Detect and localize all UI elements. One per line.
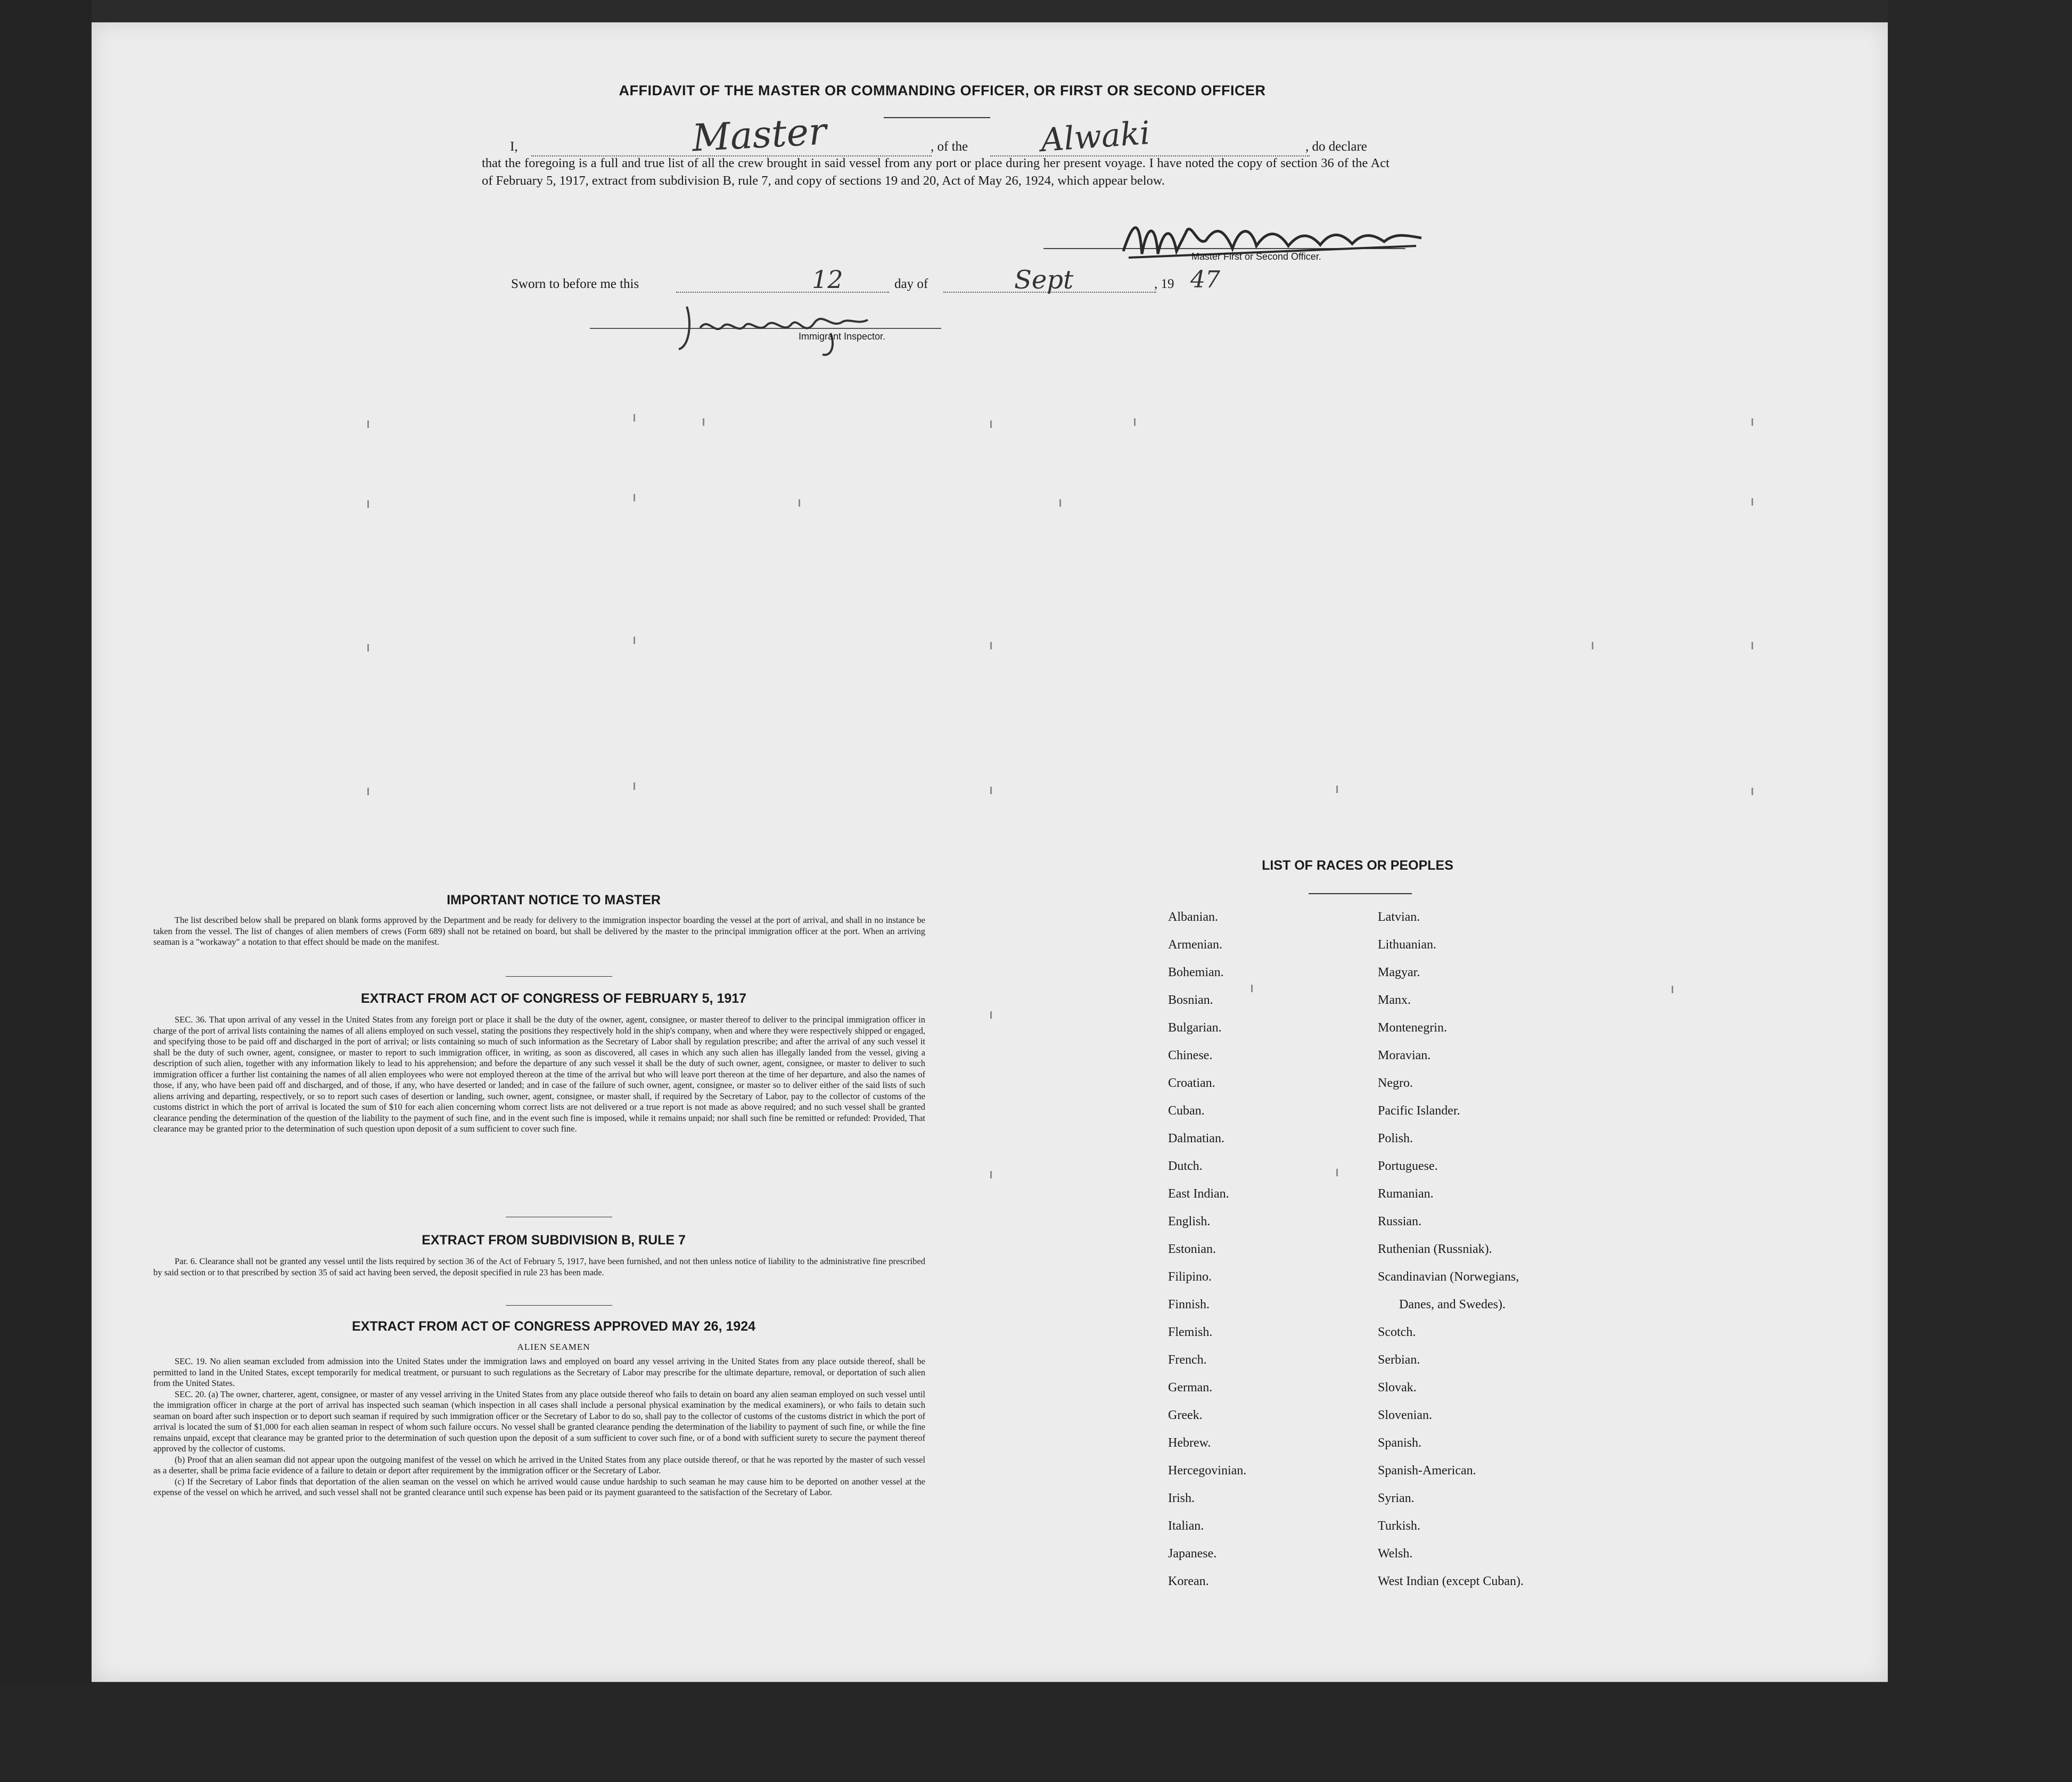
grid-tick	[367, 788, 369, 795]
race-item: Bulgarian.	[1168, 1021, 1222, 1035]
scanner-frame-bottom	[0, 1683, 2072, 1782]
extract-1924-body	[153, 1356, 925, 1498]
race-item: Moravian.	[1378, 1049, 1431, 1062]
race-item: Negro.	[1378, 1076, 1413, 1090]
race-item: Russian.	[1378, 1215, 1422, 1228]
section-rule	[506, 1305, 612, 1306]
grid-tick	[990, 787, 992, 794]
race-item: Armenian.	[1168, 938, 1222, 952]
race-item: French.	[1168, 1353, 1207, 1367]
race-item: Albanian.	[1168, 910, 1218, 924]
day-of-label: day of	[894, 277, 928, 291]
affidavit-title: AFFIDAVIT OF THE MASTER OR COMMANDING OFFICER, OR FIRST OR SECOND OFFICER	[619, 82, 1266, 98]
grid-tick	[1134, 418, 1136, 426]
race-item: Chinese.	[1168, 1049, 1213, 1062]
notice-body	[153, 915, 925, 948]
extract-1924-title: EXTRACT FROM ACT OF CONGRESS APPROVED MAY 26, 1924	[351, 1319, 756, 1334]
race-item: Bohemian.	[1168, 966, 1224, 979]
race-item: Spanish-American.	[1378, 1464, 1476, 1478]
race-item: Manx.	[1378, 993, 1411, 1007]
race-item: Pacific Islander.	[1378, 1104, 1460, 1118]
race-item: Korean.	[1168, 1574, 1209, 1588]
race-item: Flemish.	[1168, 1325, 1213, 1339]
grid-tick	[1672, 986, 1673, 993]
race-item: Bosnian.	[1168, 993, 1213, 1007]
race-item: Montenegrin.	[1378, 1021, 1447, 1035]
sec19-paragraph: SEC. 19. No alien seaman excluded from admission into the United States under the immigration laws and employed on board any vessel arriving in the United States from any place outside thereof, shall be permitted to land in the United States, except temporarily for medical treatment, or pursuant to such regulations as the Secretary of Labor may prescribe for the ultimate departure, removal, or deportation of such alien from the United States.	[153, 1356, 925, 1388]
inspector-label: Immigrant Inspector.	[799, 331, 886, 342]
grid-tick	[1752, 642, 1753, 649]
race-item: Lithuanian.	[1378, 938, 1436, 952]
extract-1917-body	[153, 1014, 925, 1135]
scanner-frame-left	[0, 0, 92, 1782]
race-item: Serbian.	[1378, 1353, 1420, 1367]
affidavit-of-the-label: , of the	[931, 139, 968, 154]
race-item: Greek.	[1168, 1408, 1203, 1422]
subdivision-b-body	[153, 1256, 925, 1278]
grid-tick	[1752, 788, 1753, 795]
race-item: Filipino.	[1168, 1270, 1212, 1284]
sec20b-paragraph: (b) Proof that an alien seaman did not appear upon the outgoing manifest of the vessel on which he arrived in the United States from any place outside thereof, or that he was reported by the master of such vessel as a deserter, shall be prima facie evidence of a failure to detain or deport after requirement by the immigration officer or the Secretary of Labor.	[153, 1454, 925, 1475]
sec20c-paragraph: (c) If the Secretary of Labor finds that deportation of the alien seaman on the vessel on which he arrived would cause undue hardship to such seaman he may cause him to be deported on another vessel at the expense of the vessel on which he arrived, and such vessel shall not be granted clearance until such expense has been paid or its payment guaranteed to the satisfaction of the Secretary of Labor.	[153, 1476, 925, 1497]
races-rule	[1309, 893, 1412, 894]
inspector-signature	[671, 296, 894, 360]
race-item: Dutch.	[1168, 1159, 1203, 1173]
race-item: West Indian (except Cuban).	[1378, 1574, 1524, 1588]
day-blank-line	[676, 292, 889, 293]
race-item: Welsh.	[1378, 1547, 1413, 1561]
grid-tick	[634, 637, 635, 644]
scanner-frame-right	[1888, 0, 2072, 1782]
sworn-label: Sworn to before me this	[511, 277, 639, 291]
affidavit-i-label: I,	[510, 139, 518, 154]
races-title: LIST OF RACES OR PEOPLES	[1262, 858, 1453, 873]
filled-vessel: Alwaki	[1039, 114, 1152, 160]
race-item: Latvian.	[1378, 910, 1420, 924]
race-item: Croatian.	[1168, 1076, 1215, 1090]
year-prefix-label: , 19	[1154, 277, 1174, 291]
filled-rank: Master	[691, 109, 828, 160]
grid-tick	[367, 500, 369, 508]
sec20a-paragraph: SEC. 20. (a) The owner, charterer, agent, consignee, or master of any vessel arriving in the United States from any place outside thereof who fails to detain on board any alien seaman employed on such vessel until the immigration officer in charge at the port of arrival has inspected such seaman (which inspection in all cases shall include a personal physical examination by the medical examiners), or who fails to detain such seaman on board after such inspection or to deport such seaman if required by such immigration officer or the Secretary of Labor to do so, shall pay to the collector of customs of the customs district in which the port of arrival is located the sum of $1,000 for each alien seaman in respect of whom such failure occurs. No vessel shall be granted clearance pending the determination of the liability to payment of such fine, or while the fine remains unpaid, except that clearance may be granted prior to the determination of such question upon the deposit of a sum sufficient to cover such fine, or of a bond with sufficient surety to secure the payment thereof approved by the collector of customs.	[153, 1389, 925, 1454]
race-item: Rumanian.	[1378, 1187, 1434, 1201]
grid-tick	[1752, 418, 1753, 426]
grid-tick	[990, 420, 992, 428]
race-item: Hebrew.	[1168, 1436, 1211, 1450]
grid-tick	[1592, 642, 1593, 649]
race-item: Ruthenian (Russniak).	[1378, 1242, 1492, 1256]
filled-month: Sept	[1014, 265, 1074, 295]
grid-tick	[990, 642, 992, 649]
notice-title: IMPORTANT NOTICE TO MASTER	[447, 893, 661, 908]
race-item: German.	[1168, 1381, 1213, 1395]
race-item: Syrian.	[1378, 1491, 1415, 1505]
grid-tick	[1059, 499, 1061, 507]
race-item: Estonian.	[1168, 1242, 1216, 1256]
grid-tick	[703, 418, 704, 426]
grid-tick	[1336, 1169, 1338, 1176]
race-item: Magyar.	[1378, 966, 1420, 979]
race-item: Italian.	[1168, 1519, 1204, 1533]
grid-tick	[367, 420, 369, 428]
race-item: Scandinavian (Norwegians,	[1378, 1270, 1519, 1284]
race-item: Scotch.	[1378, 1325, 1416, 1339]
grid-tick	[634, 414, 635, 422]
title-rule	[884, 117, 990, 118]
race-item: Slovenian.	[1378, 1408, 1432, 1422]
par6-paragraph: Par. 6. Clearance shall not be granted any vessel until the lists required by section 36 of the Act of February 5, 1917, have been furnished, and not then unless notice of liability to the administrative fine prescribed by said section or to that prescribed by section 35 of said act having been served, the deposit specified in rule 23 has been made.	[153, 1256, 925, 1277]
grid-tick	[634, 494, 635, 501]
grid-tick	[990, 1011, 992, 1019]
race-item: East Indian.	[1168, 1187, 1229, 1201]
race-item: Danes, and Swedes).	[1399, 1298, 1506, 1311]
race-item: Japanese.	[1168, 1547, 1217, 1561]
race-item: Hercegovinian.	[1168, 1464, 1247, 1478]
notice-paragraph: The list described below shall be prepared on blank forms approved by the Department and be ready for delivery to the immigration inspector boarding the vessel at the port of arrival, and shall in no instance be taken from the vessel. The list of changes of alien members of crews (Form 689) shall not be retained on board, but shall be delivered by the master to the principal immigration officer at the port. When an arriving seaman is a "workaway" a notation to that effect should be made on the manifest.	[153, 915, 925, 947]
grid-tick	[1752, 498, 1753, 506]
sec36-paragraph: SEC. 36. That upon arrival of any vessel in the United States from any foreign port or place it shall be the duty of the owner, agent, consignee, or master thereof to deliver to the principal immigration officer in charge of the port of arrival lists containing the names of all aliens employed on such vessel, stating the positions they respectively hold in the ship's company, when and where they were respectively shipped or engaged, and specifying those to be paid off and discharged in the port of arrival; or lists containing so much of such information as the Secretary of Labor shall by regulation prescribe; and after the arrival of any such vessel it shall be the duty of such owner, agent, consignee, or master to report to such immigration officer, in writing, as soon as discovered, all cases in which any such alien has illegally landed from the vessel, giving a description of such alien, together with any information likely to lead to his apprehension; and before the departure of any such vessel it shall be the duty of such owner, agent, consignee, or master to deliver to such immigration officer a further list containing the names of all alien employees who were not employed thereon at the time of the arrival but who will leave port thereon at the time of her departure, and also the names of those, if any, who have been paid off and discharged, and of those, if any, who have deserted or landed; and in case of the failure of such owner, agent, consignee, or master so to deliver either of the said lists of such aliens arriving and departing, respectively, or so to report such cases of desertion or landing, such owner, agent, consignee, or master shall, if required by the Secretary of Labor, pay to the collector of customs of the customs district in which the port of arrival is located the sum of $10 for each alien concerning whom correct lists are not delivered or a true report is not made as above required; and no such vessel shall be granted clearance pending the determination of the question of the liability to the payment of such fine, and in the event such fine is imposed, while it remains unpaid; nor shall such fine be remitted or refunded: Provided, That clearance may be granted prior to the determination of such question upon deposit of a sum sufficient to cover such fine.	[153, 1014, 925, 1134]
race-item: Cuban.	[1168, 1104, 1205, 1118]
race-item: Slovak.	[1378, 1381, 1417, 1395]
race-item: Polish.	[1378, 1132, 1413, 1145]
grid-tick	[1336, 786, 1338, 793]
race-item: Spanish.	[1378, 1436, 1422, 1450]
grid-tick	[990, 1171, 992, 1178]
subdivision-b-title: EXTRACT FROM SUBDIVISION B, RULE 7	[422, 1233, 686, 1248]
extract-1917-title: EXTRACT FROM ACT OF CONGRESS OF FEBRUARY 5, 1917	[360, 991, 747, 1006]
grid-tick	[367, 644, 369, 651]
race-item: Turkish.	[1378, 1519, 1420, 1533]
section-rule	[506, 976, 612, 977]
alien-seamen-subtitle: ALIEN SEAMEN	[517, 1342, 590, 1352]
race-item: Irish.	[1168, 1491, 1195, 1505]
filled-year: 47	[1190, 266, 1220, 293]
race-item: English.	[1168, 1215, 1211, 1228]
grid-tick	[1251, 985, 1253, 992]
affidavit-body: that the foregoing is a full and true list of all the crew brought in said vessel from any port or place during her present voyage. I have noted the copy of section 36 of the Act of February 5, 1917, extract from subdivision B, rule 7, and copy of sections 19 and 20, Act of May 26, 1924, which appear below.	[482, 156, 1389, 188]
filled-day: 12	[812, 265, 843, 294]
race-item: Finnish.	[1168, 1298, 1210, 1311]
grid-tick	[799, 499, 800, 507]
grid-tick	[634, 782, 635, 790]
race-item: Dalmatian.	[1168, 1132, 1224, 1145]
race-item: Portuguese.	[1378, 1159, 1438, 1173]
affidavit-declare-label: , do declare	[1305, 139, 1367, 154]
signature-label: Master First or Second Officer.	[1191, 251, 1321, 262]
